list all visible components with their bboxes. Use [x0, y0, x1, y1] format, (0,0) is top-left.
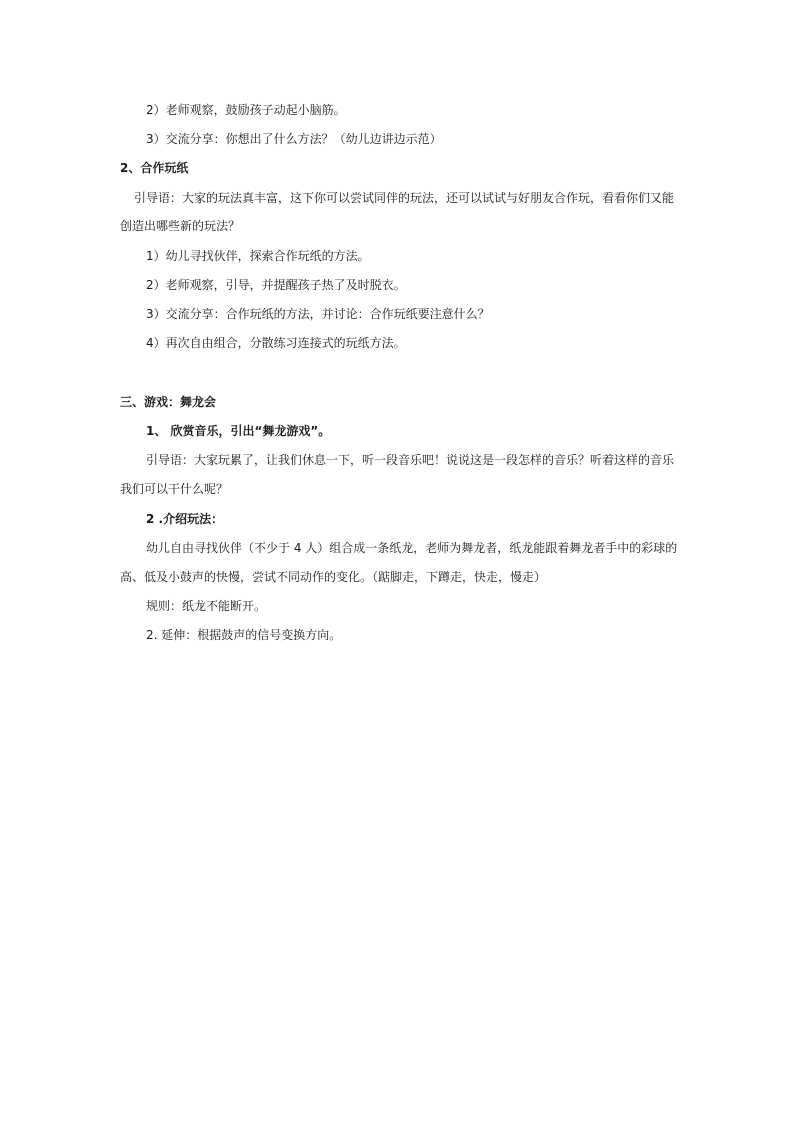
rule-text: 规则：纸龙不能断开。 — [146, 599, 267, 613]
guide-text-1: 引导语：大家的玩法真丰富，这下你可以尝试同伴的玩法，还可以试试与好朋友合作玩，看看你们又能 — [134, 191, 675, 205]
step-regroup: 4）再次自由组合，分散练习连接式的玩纸方法。 — [146, 336, 406, 350]
extension-text: 2. 延伸：根据鼓声的信号变换方向。 — [146, 628, 342, 642]
guide-text-2-cont: 我们可以干什么呢？ — [120, 482, 229, 496]
subsection-rules-intro: 2 .介绍玩法： — [146, 512, 224, 526]
step-share-methods: 3）交流分享：你想出了什么方法？（幼儿边讲边示范） — [146, 132, 442, 146]
step-find-partner: 1）幼儿寻找伙伴，探索合作玩纸的方法。 — [146, 249, 370, 263]
guide-text-2: 引导语：大家玩累了，让我们休息一下，听一段音乐吧！说说这是一段怎样的音乐？听着这样的音乐 — [146, 453, 675, 467]
step-teacher-guide: 2）老师观察，引导，并提醒孩子热了及时脱衣。 — [146, 278, 406, 292]
guide-text-1-cont: 创造出哪些新的玩法？ — [120, 219, 241, 233]
step-share-cooperative: 3）交流分享：合作玩纸的方法，并讨论：合作玩纸要注意什么？ — [146, 307, 490, 321]
play-description-cont: 高、低及小鼓声的快慢，尝试不同动作的变化。（踮脚走，下蹲走，快走，慢走） — [120, 570, 547, 584]
section-cooperative-play: 2、合作玩纸 — [120, 161, 189, 175]
play-description: 幼儿自由寻找伙伴（不少于 4 人）组合成一条纸龙，老师为舞龙者，纸龙能跟着舞龙者手中的彩球的 — [146, 541, 678, 555]
subsection-music: 1、 欣赏音乐，引出“舞龙游戏”。 — [146, 424, 331, 438]
section-dragon-game: 三、游戏：舞龙会 — [120, 395, 217, 409]
step-teacher-observe: 2）老师观察，鼓励孩子动起小脑筋。 — [146, 103, 346, 117]
